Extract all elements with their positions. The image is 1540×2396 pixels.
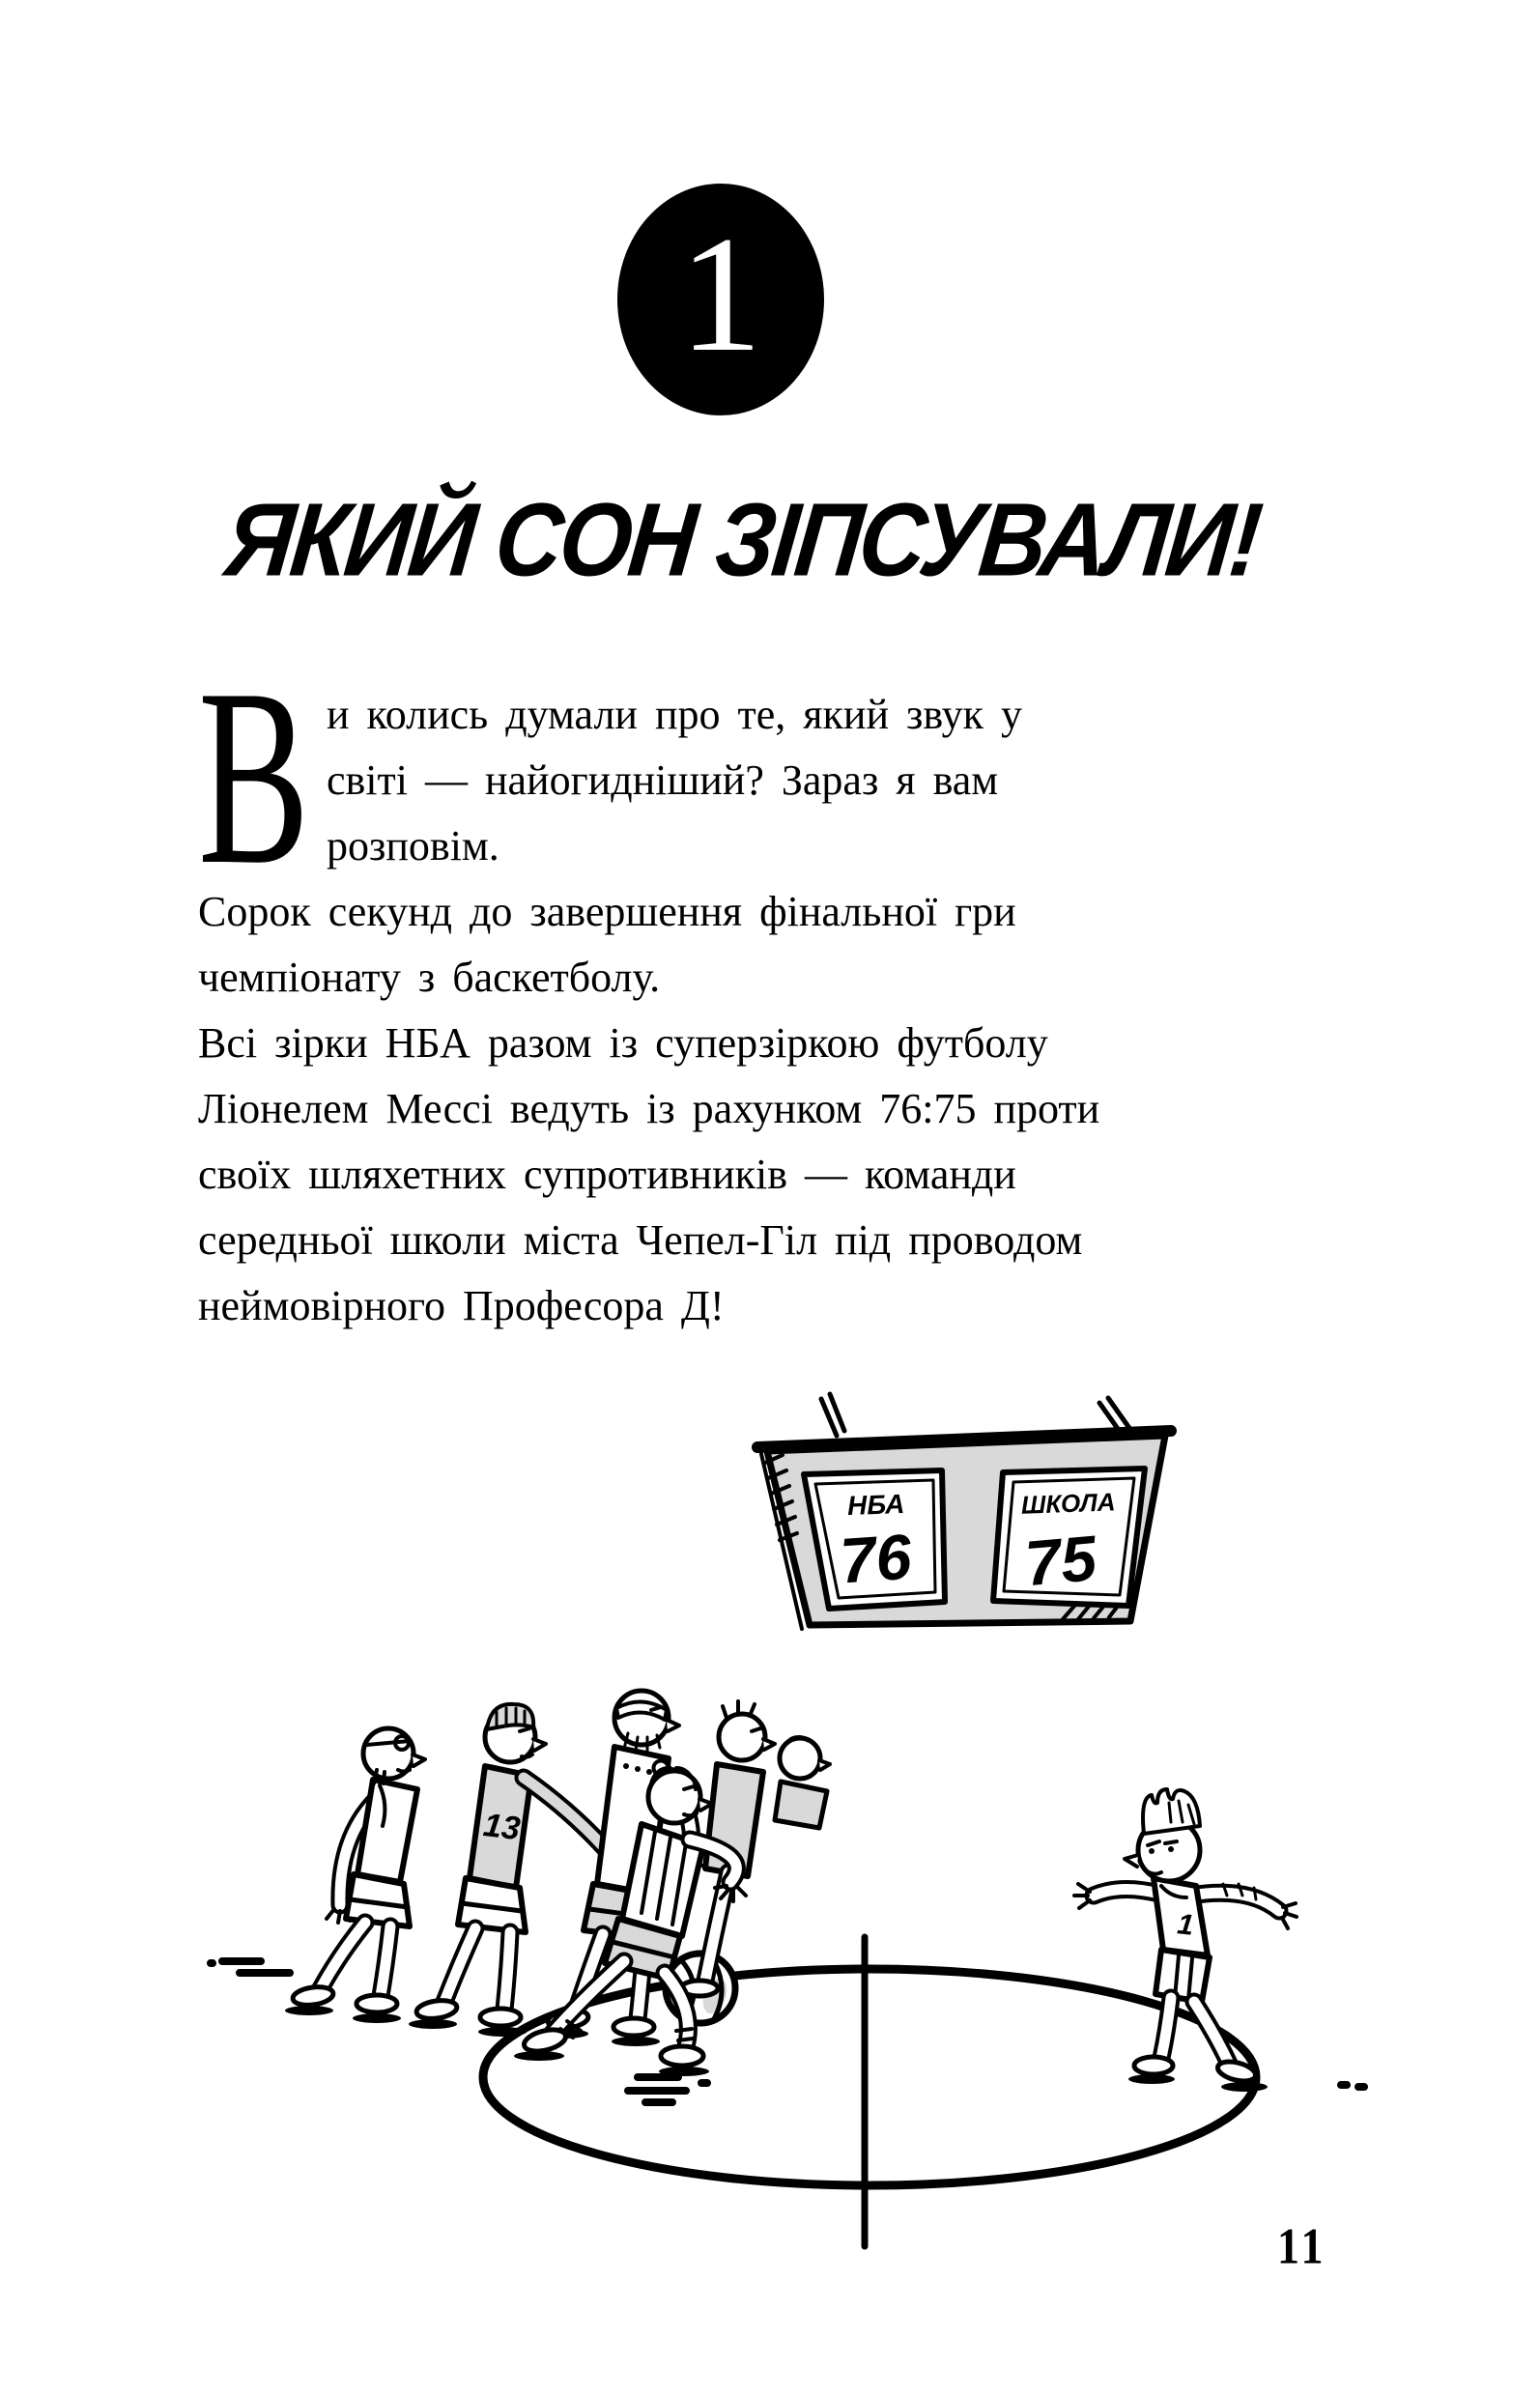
chapter-title: ЯКИЙ СОН ЗІПСУВАЛИ! (220, 482, 1265, 598)
body-line: середньої школи міста Чепел-Гіл під проводом (198, 1216, 1083, 1264)
body-line: Ліонелем Мессі ведуть із рахунком 76:75 проти (198, 1085, 1100, 1132)
body-line: и колись думали про те, який звук у (327, 691, 1023, 738)
basketball-court-illustration (135, 1681, 1405, 2299)
body-line: своїх шляхетних супротивників — команди (198, 1151, 1016, 1198)
player-jersey-number: 13 (481, 1806, 523, 1848)
chapter-number: 1 (679, 203, 762, 386)
kid-jersey-number: 1 (1175, 1908, 1196, 1942)
player-nba-5 (775, 1737, 830, 1829)
body-line: чемпіонату з баскетболу. (198, 954, 661, 1001)
paragraph-3 (198, 1011, 1261, 1339)
body-line: розповім. (327, 822, 499, 870)
schoolkid (1074, 1789, 1297, 2092)
body-text (198, 637, 1261, 1339)
page-number: 11 (1277, 2217, 1327, 2274)
paragraph-2 (198, 879, 1261, 1011)
body-line: неймовірного Професора Д! (198, 1282, 725, 1329)
scoreboard-away-score: 75 (1022, 1522, 1099, 1600)
player-nba-1 (285, 1728, 425, 2023)
scoreboard-home-score: 76 (838, 1520, 914, 1597)
drop-cap: В (198, 637, 310, 917)
scoreboard-home-panel (804, 1470, 945, 1609)
scoreboard-away-label: ШКОЛА (1020, 1487, 1116, 1520)
scoreboard-board (757, 1431, 1171, 1629)
body-line: Сорок секунд до завершення фінальної гри (198, 888, 1016, 935)
scoreboard-illustration (744, 1382, 1208, 1671)
body-line: Всі зірки НБА разом із суперзіркою футболу (198, 1019, 1048, 1067)
scoreboard-home-label: НБА (846, 1488, 905, 1522)
scoreboard-away-panel (993, 1469, 1145, 1606)
chapter-number-badge (617, 184, 824, 415)
body-line: світі — найогидніший? Зараз я вам (327, 756, 999, 804)
